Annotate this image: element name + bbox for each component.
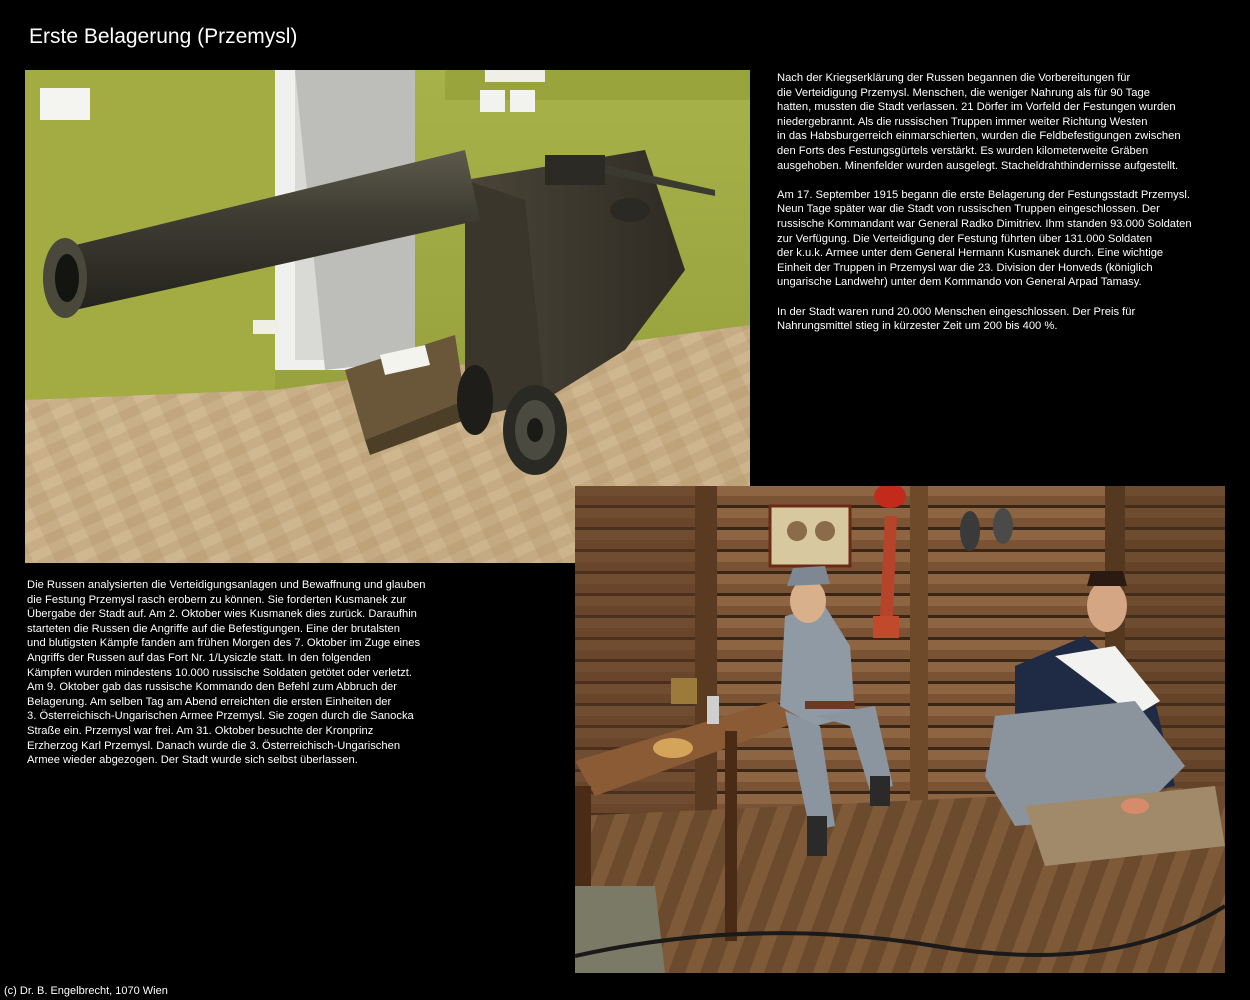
paragraph [777,188,1232,290]
text-line: zur Verfügung. Die Verteidigung der Festung führten über 131.000 Soldaten [777,232,1153,245]
text-line: Nach der Kriegserklärung der Russen begannen die Vorbereitungen für [777,72,1131,84]
text-line: Armee wieder abgezogen. Der Stadt wurde sich selbst überlassen. [27,754,358,767]
text-line: starteten die Russen die Angriffe auf die Befestigungen. Eine der brutalsten [27,622,400,635]
text-line: Nahrungsmittel stieg in kürzester Zeit um 200 bis 400 %. [777,320,1058,333]
text-line: russische Kommandant war General Radko Dimitriev. Ihm standen 93.000 Soldaten [777,217,1192,230]
paragraph [777,305,1232,334]
text-line: Neun Tage später war die Stadt von russischen Truppen eingeschlossen. Der [777,203,1160,216]
text-line: Belagerung. Am selben Tag am Abend erreichten die ersten Einheiten der [27,695,392,708]
text-line: den Forts des Festungsgürtels verstärkt. Es wurden kilometerweite Gräben [777,144,1149,157]
text-line: In der Stadt waren rund 20.000 Menschen eingeschlossen. Der Preis für [777,305,1136,318]
text-line: niedergebrannt. Als die russischen Truppen immer weiter Richtung Westen [777,115,1148,128]
text-line: und blutigsten Kämpfe fanden am frühen Morgen des 7. Oktober im Zuge eines [27,637,421,650]
text-line: in das Habsburgerreich einmarschierten, wurden die Feldbefestigungen zwischen [777,130,1181,143]
copyright-footer: (c) Dr. B. Engelbrecht, 1070 Wien [4,985,168,997]
text-line: Übergabe der Stadt auf. Am 2. Oktober wies Kusmanek dies zurück. Daraufhin [27,608,417,621]
text-line: 3. Österreichisch-Ungarischen Armee Przemysl. Sie zogen durch die Sanocka [27,710,414,723]
text-line: Kämpfen wurden mindestens 10.000 russische Soldaten getötet oder verletzt. [27,666,412,679]
text-line: Die Russen analysierten die Verteidigungsanlagen und Bewaffnung und glauben [27,579,426,591]
text-block-right [777,71,1232,348]
text-line: der k.u.k. Armee unter dem General Hermann Kusmanek durch. Eine wichtige [777,247,1164,260]
text-line: ausgehoben. Minenfelder wurden ausgelegt. Stacheldrahthindernisse aufgestellt. [777,159,1179,172]
text-line: ungarische Landwehr) unter dem Kommando von General Arpad Tamasy. [777,276,1142,289]
text-line: Angriffs der Russen auf das Fort Nr. 1/Lysiczle statt. In den folgenden [27,651,371,664]
text-line: Straße ein. Przemysl war frei. Am 31. Oktober besuchte der Kronprinz [27,724,374,737]
paragraph [777,71,1232,173]
text-line: Erzherzog Karl Przemysl. Danach wurde die 3. Österreichisch-Ungarischen [27,739,401,752]
text-line: die Festung Przemysl rasch erobern zu können. Sie forderten Kusmanek zur [27,593,407,606]
page-title: Erste Belagerung (Przemysl) [29,25,298,48]
text-line: Einheit der Truppen in Przemysl war die 23. Division der Honveds (königlich [777,261,1153,274]
text-line: Am 9. Oktober gab das russische Kommando den Befehl zum Abbruch der [27,681,398,694]
text-line: hatten, mussten die Stadt verlassen. 21 Dörfer im Vorfeld der Festungen wurden [777,101,1176,114]
diorama-photo-illustration [575,486,1225,973]
text-line: Am 17. September 1915 begann die erste Belagerung der Festungsstadt Przemysl. [777,188,1190,201]
diorama-photo [575,486,1225,973]
text-block-left [27,578,467,768]
text-line: die Verteidigung Przemysl. Menschen, die weniger Nahrung als für 90 Tage [777,86,1150,99]
